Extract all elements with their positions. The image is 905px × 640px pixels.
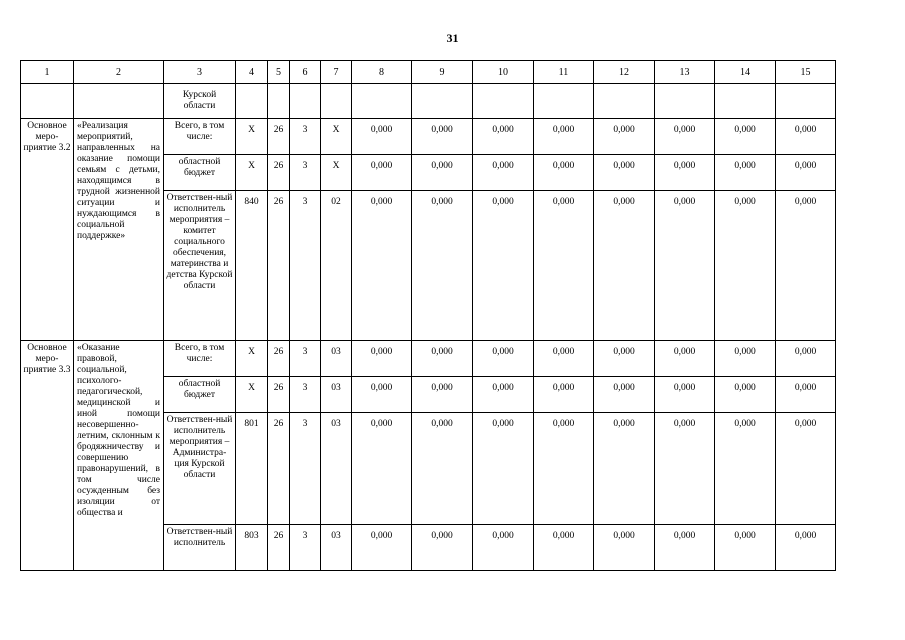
header-row <box>21 61 836 84</box>
empty-cell <box>594 84 655 119</box>
funding-source-cell: Ответствен-ный исполнитель мероприятия – комитет социального обеспечения, материнства и детства Курской области <box>164 191 236 341</box>
column-header: 1 <box>21 61 74 84</box>
funding-source-cell: Всего, в том числе: <box>164 341 236 377</box>
amount-cell: 0,000 <box>715 525 776 571</box>
amount-cell: 0,000 <box>473 525 534 571</box>
code-cell: 803 <box>236 525 268 571</box>
code-cell: 3 <box>290 413 321 525</box>
code-cell: 26 <box>268 119 290 155</box>
amount-cell: 0,000 <box>473 155 534 191</box>
amount-cell: 0,000 <box>352 413 412 525</box>
empty-cell <box>715 84 776 119</box>
code-cell: 26 <box>268 155 290 191</box>
empty-cell <box>268 84 290 119</box>
amount-cell: 0,000 <box>594 155 655 191</box>
continuation-responsible-cell: Курской области <box>164 84 236 119</box>
amount-cell: 0,000 <box>412 341 473 377</box>
amount-cell: 0,000 <box>776 377 836 413</box>
amount-cell: 0,000 <box>594 119 655 155</box>
amount-cell: 0,000 <box>352 119 412 155</box>
amount-cell: 0,000 <box>594 341 655 377</box>
column-header: 8 <box>352 61 412 84</box>
amount-cell: 0,000 <box>715 341 776 377</box>
code-cell: 3 <box>290 341 321 377</box>
code-cell: 840 <box>236 191 268 341</box>
column-header: 7 <box>321 61 352 84</box>
code-cell: 801 <box>236 413 268 525</box>
amount-cell: 0,000 <box>655 377 715 413</box>
funding-source-cell: Ответствен-ный исполнитель <box>164 525 236 571</box>
amount-cell: 0,000 <box>473 341 534 377</box>
code-cell: 26 <box>268 525 290 571</box>
code-cell: X <box>321 119 352 155</box>
amount-cell: 0,000 <box>594 191 655 341</box>
amount-cell: 0,000 <box>534 191 594 341</box>
code-cell: 3 <box>290 525 321 571</box>
column-header: 11 <box>534 61 594 84</box>
amount-cell: 0,000 <box>594 377 655 413</box>
amount-cell: 0,000 <box>776 155 836 191</box>
amount-cell: 0,000 <box>534 377 594 413</box>
amount-cell: 0,000 <box>776 413 836 525</box>
amount-cell: 0,000 <box>412 119 473 155</box>
amount-cell: 0,000 <box>473 377 534 413</box>
column-header: 4 <box>236 61 268 84</box>
amount-cell: 0,000 <box>715 119 776 155</box>
empty-cell <box>236 84 268 119</box>
continuation-row <box>21 84 836 119</box>
amount-cell: 0,000 <box>655 341 715 377</box>
amount-cell: 0,000 <box>776 119 836 155</box>
amount-cell: 0,000 <box>352 377 412 413</box>
column-header: 5 <box>268 61 290 84</box>
empty-cell <box>74 84 164 119</box>
amount-cell: 0,000 <box>534 525 594 571</box>
code-cell: 3 <box>290 155 321 191</box>
column-header: 6 <box>290 61 321 84</box>
funding-source-cell: областной бюджет <box>164 377 236 413</box>
amount-cell: 0,000 <box>655 413 715 525</box>
code-cell: 03 <box>321 525 352 571</box>
empty-cell <box>412 84 473 119</box>
column-header: 13 <box>655 61 715 84</box>
column-header: 10 <box>473 61 534 84</box>
amount-cell: 0,000 <box>412 377 473 413</box>
code-cell: 3 <box>290 377 321 413</box>
column-header: 9 <box>412 61 473 84</box>
code-cell: 03 <box>321 341 352 377</box>
measure-number-cell: Основное меро-приятие 3.2 <box>21 119 74 341</box>
amount-cell: 0,000 <box>352 191 412 341</box>
amount-cell: 0,000 <box>594 413 655 525</box>
amount-cell: 0,000 <box>715 155 776 191</box>
empty-cell <box>776 84 836 119</box>
funding-source-cell: областной бюджет <box>164 155 236 191</box>
amount-cell: 0,000 <box>473 191 534 341</box>
code-cell: 26 <box>268 413 290 525</box>
measure-number-cell: Основное меро-приятие 3.3 <box>21 341 74 571</box>
code-cell: X <box>321 155 352 191</box>
code-cell: 26 <box>268 341 290 377</box>
column-header: 12 <box>594 61 655 84</box>
empty-cell <box>655 84 715 119</box>
column-header: 14 <box>715 61 776 84</box>
column-header: 15 <box>776 61 836 84</box>
code-cell: X <box>236 119 268 155</box>
empty-cell <box>352 84 412 119</box>
code-cell: X <box>236 341 268 377</box>
amount-cell: 0,000 <box>534 155 594 191</box>
amount-cell: 0,000 <box>655 155 715 191</box>
amount-cell: 0,000 <box>352 155 412 191</box>
empty-cell <box>534 84 594 119</box>
amount-cell: 0,000 <box>412 191 473 341</box>
amount-cell: 0,000 <box>655 119 715 155</box>
measure-title-cell: «Реализация мероприятий, направленных на оказание помощи семьям с детьми, находящимся в трудной жизненной ситуации и нуждающимся в социальной поддержке» <box>74 119 164 341</box>
table-row <box>21 341 836 377</box>
amount-cell: 0,000 <box>534 119 594 155</box>
table-row <box>21 119 836 155</box>
amount-cell: 0,000 <box>352 341 412 377</box>
funding-source-cell: Ответствен-ный исполнитель мероприятия – Администра-ция Курской области <box>164 413 236 525</box>
empty-cell <box>473 84 534 119</box>
code-cell: 26 <box>268 191 290 341</box>
code-cell: X <box>236 155 268 191</box>
amount-cell: 0,000 <box>776 525 836 571</box>
amount-cell: 0,000 <box>715 191 776 341</box>
budget-table <box>20 60 836 571</box>
amount-cell: 0,000 <box>412 413 473 525</box>
amount-cell: 0,000 <box>534 413 594 525</box>
empty-cell <box>290 84 321 119</box>
empty-cell <box>21 84 74 119</box>
empty-cell <box>321 84 352 119</box>
code-cell: 03 <box>321 377 352 413</box>
amount-cell: 0,000 <box>594 525 655 571</box>
funding-source-cell: Всего, в том числе: <box>164 119 236 155</box>
measure-title-cell: «Оказание правовой, социальной, психолого-педагогической, медицинской и иной помощи несовершенно-летним, склонным к бродяжничеству и совершению правонарушений, в том числе осужденным без изоляции от общества и <box>74 341 164 571</box>
amount-cell: 0,000 <box>473 119 534 155</box>
code-cell: 03 <box>321 413 352 525</box>
column-header: 2 <box>74 61 164 84</box>
amount-cell: 0,000 <box>776 341 836 377</box>
amount-cell: 0,000 <box>715 413 776 525</box>
code-cell: X <box>236 377 268 413</box>
code-cell: 3 <box>290 119 321 155</box>
amount-cell: 0,000 <box>534 341 594 377</box>
amount-cell: 0,000 <box>412 155 473 191</box>
column-header: 3 <box>164 61 236 84</box>
amount-cell: 0,000 <box>655 525 715 571</box>
amount-cell: 0,000 <box>715 377 776 413</box>
code-cell: 3 <box>290 191 321 341</box>
amount-cell: 0,000 <box>352 525 412 571</box>
amount-cell: 0,000 <box>473 413 534 525</box>
amount-cell: 0,000 <box>655 191 715 341</box>
code-cell: 26 <box>268 377 290 413</box>
page-number: 31 <box>446 31 459 45</box>
amount-cell: 0,000 <box>412 525 473 571</box>
amount-cell: 0,000 <box>776 191 836 341</box>
code-cell: 02 <box>321 191 352 341</box>
